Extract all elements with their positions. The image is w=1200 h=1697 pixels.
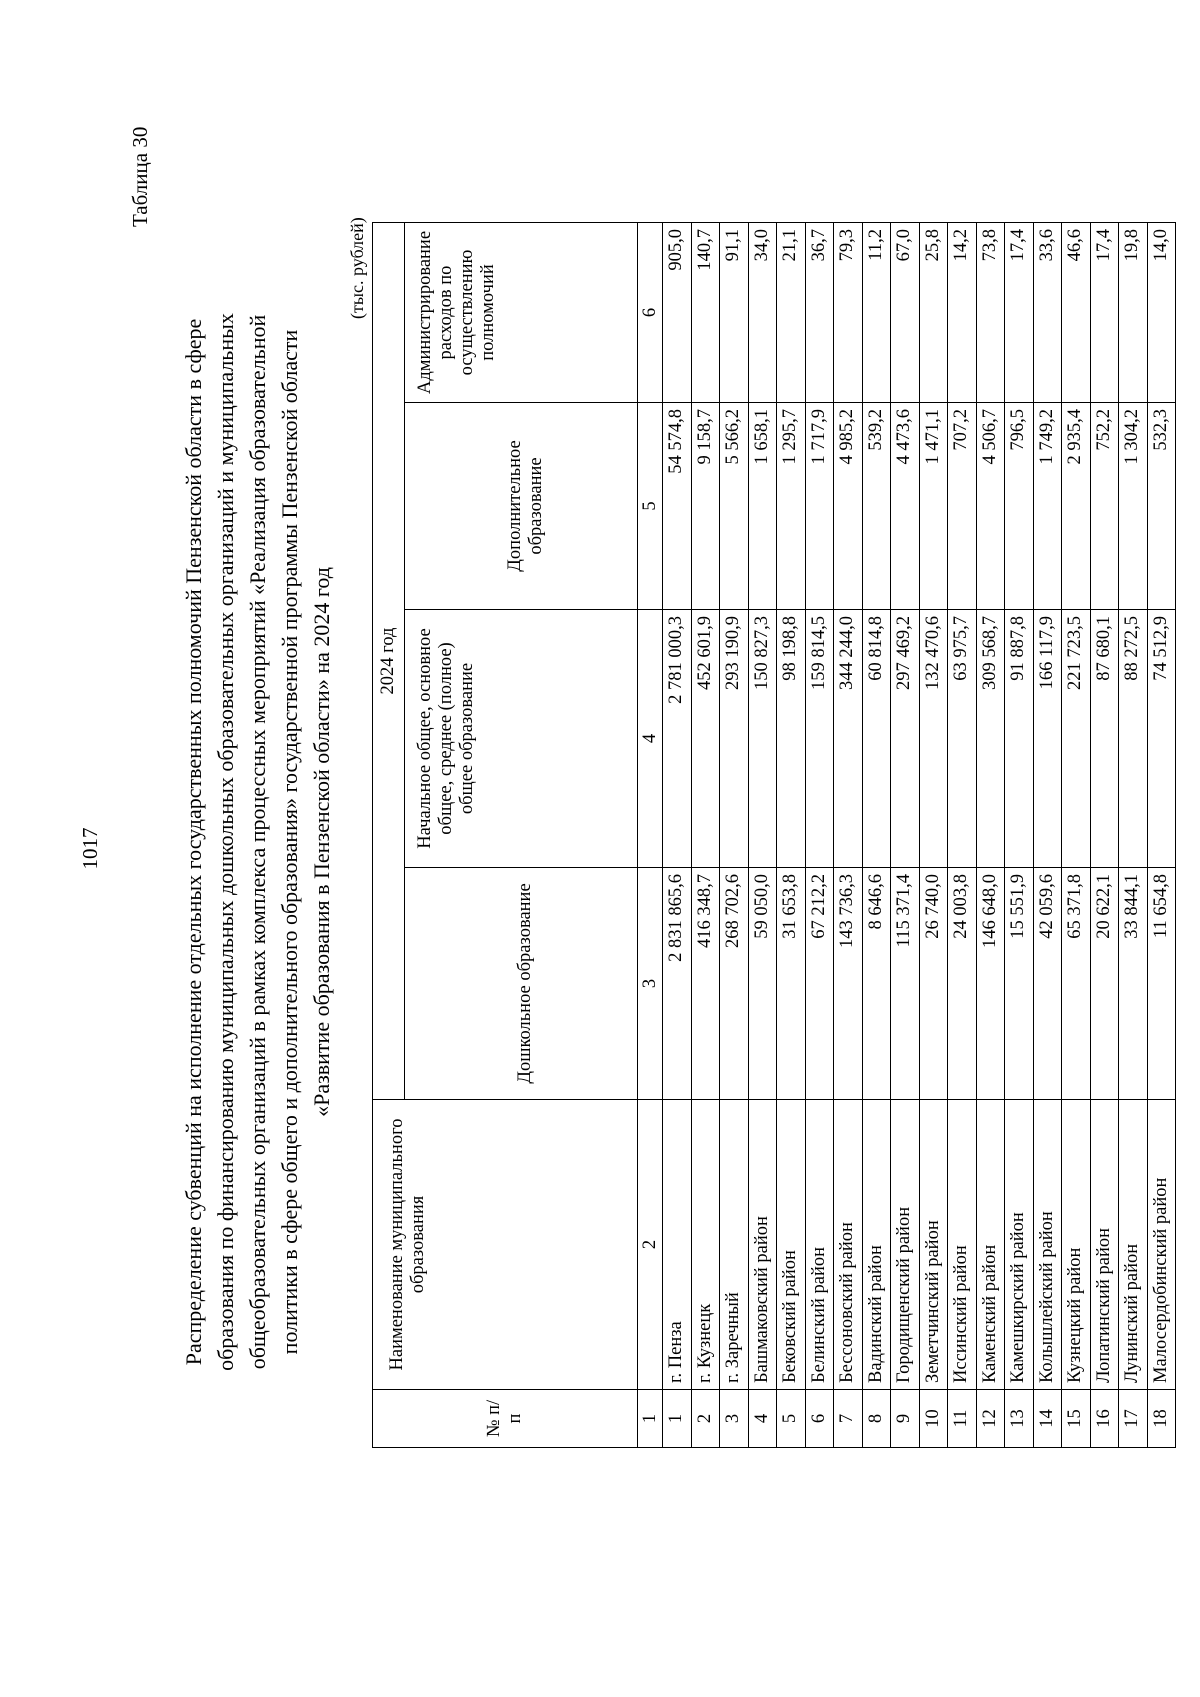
table-row <box>1147 222 1176 1447</box>
preschool-value: 26 740,0 <box>919 868 948 1100</box>
preschool-value: 2 831 865,6 <box>663 868 692 1100</box>
additional-value: 752,2 <box>1090 403 1119 610</box>
general-value: 63 975,7 <box>948 610 977 868</box>
row-number: 12 <box>976 1390 1005 1448</box>
admin-value: 67,0 <box>891 222 920 402</box>
table-row <box>748 222 777 1447</box>
table-row <box>1033 222 1062 1447</box>
preschool-value: 42 059,6 <box>1033 868 1062 1100</box>
column-numbers-row <box>638 222 663 1447</box>
preschool-value: 115 371,4 <box>891 868 920 1100</box>
row-number: 18 <box>1147 1390 1176 1448</box>
admin-value: 73,8 <box>976 222 1005 402</box>
preschool-value: 24 003,8 <box>948 868 977 1100</box>
table-row <box>720 222 749 1447</box>
additional-value: 707,2 <box>948 403 977 610</box>
header-admin: Администрирование расходов по осуществлению полномочий <box>404 222 638 402</box>
additional-value: 1 304,2 <box>1119 403 1148 610</box>
row-number: 4 <box>748 1390 777 1448</box>
additional-value: 1 749,2 <box>1033 403 1062 610</box>
row-number: 17 <box>1119 1390 1148 1448</box>
municipality-name: Бессоновский район <box>834 1100 863 1390</box>
general-value: 132 470,6 <box>919 610 948 868</box>
preschool-value: 143 736,3 <box>834 868 863 1100</box>
row-number: 1 <box>663 1390 692 1448</box>
title-line: образования по финансированию муниципальных дошкольных образовательных организаций и муниципальных <box>213 313 238 1371</box>
preschool-value: 31 653,8 <box>777 868 806 1100</box>
header-additional: Дополнительное образование <box>404 403 638 610</box>
admin-value: 17,4 <box>1090 222 1119 402</box>
general-value: 221 723,5 <box>1062 610 1091 868</box>
table-label: Таблица 30 <box>128 126 152 227</box>
municipality-name: Камешкирский район <box>1005 1100 1034 1390</box>
table-row <box>691 222 720 1447</box>
additional-value: 5 566,2 <box>720 403 749 610</box>
title-line: политики в сфере общего и дополнительного образования» государственной программы Пензенской области <box>277 329 302 1355</box>
additional-value: 1 658,1 <box>748 403 777 610</box>
municipality-name: Иссинский район <box>948 1100 977 1390</box>
admin-value: 140,7 <box>691 222 720 402</box>
column-number: 3 <box>638 868 663 1100</box>
header-general: Начальное общее, основное общее, среднее (полное) общее образование <box>404 610 638 868</box>
table-title <box>178 217 338 1467</box>
general-value: 297 469,2 <box>891 610 920 868</box>
general-value: 166 117,9 <box>1033 610 1062 868</box>
additional-value: 9 158,7 <box>691 403 720 610</box>
additional-value: 1 295,7 <box>777 403 806 610</box>
header-name: Наименование муниципального образования <box>373 1100 638 1390</box>
general-value: 74 512,9 <box>1147 610 1176 868</box>
column-number: 5 <box>638 403 663 610</box>
page-number: 1017 <box>78 827 102 870</box>
table-row <box>663 222 692 1447</box>
row-number: 9 <box>891 1390 920 1448</box>
table-row <box>777 222 806 1447</box>
municipality-name: Каменский район <box>976 1100 1005 1390</box>
admin-value: 79,3 <box>834 222 863 402</box>
table-row <box>948 222 977 1447</box>
municipality-name: Вадинский район <box>862 1100 891 1390</box>
municipality-name: Земетчинский район <box>919 1100 948 1390</box>
admin-value: 21,1 <box>777 222 806 402</box>
additional-value: 539,2 <box>862 403 891 610</box>
header-preschool: Дошкольное образование <box>404 868 638 1100</box>
admin-value: 25,8 <box>919 222 948 402</box>
additional-value: 1 717,9 <box>805 403 834 610</box>
preschool-value: 59 050,0 <box>748 868 777 1100</box>
general-value: 452 601,9 <box>691 610 720 868</box>
preschool-value: 146 648,0 <box>976 868 1005 1100</box>
additional-value: 4 506,7 <box>976 403 1005 610</box>
municipality-name: Малосердобинский район <box>1147 1100 1176 1390</box>
admin-value: 11,2 <box>862 222 891 402</box>
municipality-name: Лунинский район <box>1119 1100 1148 1390</box>
municipality-name: Белинский район <box>805 1100 834 1390</box>
municipality-name: Лопатинский район <box>1090 1100 1119 1390</box>
municipality-name: Бековский район <box>777 1100 806 1390</box>
admin-value: 33,6 <box>1033 222 1062 402</box>
column-number: 2 <box>638 1100 663 1390</box>
admin-value: 14,2 <box>948 222 977 402</box>
header-year: 2024 год <box>373 222 405 1099</box>
row-number: 11 <box>948 1390 977 1448</box>
table-row <box>862 222 891 1447</box>
row-number: 10 <box>919 1390 948 1448</box>
admin-value: 19,8 <box>1119 222 1148 402</box>
municipality-name: Колышлейский район <box>1033 1100 1062 1390</box>
row-number: 15 <box>1062 1390 1091 1448</box>
preschool-value: 20 622,1 <box>1090 868 1119 1100</box>
row-number: 8 <box>862 1390 891 1448</box>
municipality-name: г. Пенза <box>663 1100 692 1390</box>
title-line: общеобразовательных организаций в рамках комплекса процессных мероприятий «Реализация образовательной <box>245 314 270 1370</box>
units-note: (тыс. рублей) <box>347 217 367 319</box>
table-body <box>663 222 1176 1447</box>
general-value: 2 781 000,3 <box>663 610 692 868</box>
admin-value: 14,0 <box>1147 222 1176 402</box>
title-line: Распределение субвенций на исполнение отдельных государственных полномочий Пензенской области в сфере <box>181 318 206 1366</box>
preschool-value: 67 212,2 <box>805 868 834 1100</box>
title-line: «Развитие образования в Пензенской области» на 2024 год <box>309 567 334 1117</box>
municipality-name: Кузнецкий район <box>1062 1100 1091 1390</box>
admin-value: 17,4 <box>1005 222 1034 402</box>
general-value: 98 198,8 <box>777 610 806 868</box>
municipality-name: Башмаковский район <box>748 1100 777 1390</box>
admin-value: 91,1 <box>720 222 749 402</box>
municipality-name: г. Кузнецк <box>691 1100 720 1390</box>
admin-value: 905,0 <box>663 222 692 402</box>
admin-value: 46,6 <box>1062 222 1091 402</box>
row-number: 16 <box>1090 1390 1119 1448</box>
additional-value: 4 985,2 <box>834 403 863 610</box>
table-row <box>976 222 1005 1447</box>
general-value: 87 680,1 <box>1090 610 1119 868</box>
additional-value: 532,3 <box>1147 403 1176 610</box>
header-num: № п/п <box>373 1390 638 1448</box>
preschool-value: 15 551,9 <box>1005 868 1034 1100</box>
general-value: 91 887,8 <box>1005 610 1034 868</box>
general-value: 88 272,5 <box>1119 610 1148 868</box>
table-row <box>805 222 834 1447</box>
table-row <box>1090 222 1119 1447</box>
general-value: 293 190,9 <box>720 610 749 868</box>
preschool-value: 416 348,7 <box>691 868 720 1100</box>
column-number: 1 <box>638 1390 663 1448</box>
admin-value: 36,7 <box>805 222 834 402</box>
table-row <box>891 222 920 1447</box>
row-number: 5 <box>777 1390 806 1448</box>
admin-value: 34,0 <box>748 222 777 402</box>
additional-value: 1 471,1 <box>919 403 948 610</box>
row-number: 2 <box>691 1390 720 1448</box>
row-number: 7 <box>834 1390 863 1448</box>
general-value: 309 568,7 <box>976 610 1005 868</box>
row-number: 3 <box>720 1390 749 1448</box>
preschool-value: 33 844,1 <box>1119 868 1148 1100</box>
column-number: 4 <box>638 610 663 868</box>
subventions-table <box>372 222 1176 1448</box>
preschool-value: 8 646,6 <box>862 868 891 1100</box>
general-value: 159 814,5 <box>805 610 834 868</box>
additional-value: 54 574,8 <box>663 403 692 610</box>
general-value: 150 827,3 <box>748 610 777 868</box>
general-value: 60 814,8 <box>862 610 891 868</box>
row-number: 6 <box>805 1390 834 1448</box>
table-row <box>1005 222 1034 1447</box>
additional-value: 2 935,4 <box>1062 403 1091 610</box>
general-value: 344 244,0 <box>834 610 863 868</box>
additional-value: 796,5 <box>1005 403 1034 610</box>
column-number: 6 <box>638 222 663 402</box>
preschool-value: 268 702,6 <box>720 868 749 1100</box>
preschool-value: 11 654,8 <box>1147 868 1176 1100</box>
table-row <box>919 222 948 1447</box>
table-row <box>1119 222 1148 1447</box>
municipality-name: Городищенский район <box>891 1100 920 1390</box>
preschool-value: 65 371,8 <box>1062 868 1091 1100</box>
row-number: 14 <box>1033 1390 1062 1448</box>
additional-value: 4 473,6 <box>891 403 920 610</box>
row-number: 13 <box>1005 1390 1034 1448</box>
table-row <box>834 222 863 1447</box>
table-row <box>1062 222 1091 1447</box>
municipality-name: г. Заречный <box>720 1100 749 1390</box>
